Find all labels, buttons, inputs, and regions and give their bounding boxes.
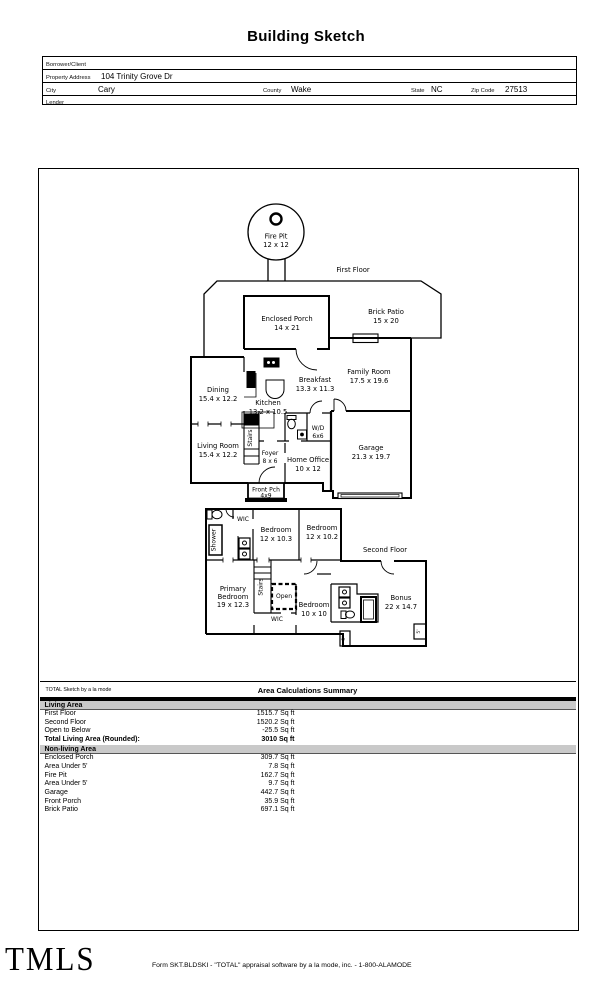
property-address-value: 104 Trinity Grove Dr: [101, 71, 173, 81]
header-form: [42, 56, 577, 105]
room-label-bedroom-2: Bedroom: [306, 524, 338, 532]
room-label-foyer: Foyer: [261, 450, 279, 457]
room-label-shower: Shower: [210, 528, 218, 552]
svg-text:17.5 x 19.6: 17.5 x 19.6: [349, 377, 389, 385]
firepit-walkway: [268, 259, 285, 282]
room-label-bedroom-1: Bedroom: [260, 526, 292, 534]
svg-text:6x6: 6x6: [312, 433, 324, 440]
city-label: City: [46, 87, 56, 94]
door-arc: [381, 561, 394, 574]
sketch-box: [38, 168, 579, 931]
room-label-stairs-1: Stairs: [247, 429, 254, 447]
svg-text:19 x 12.3: 19 x 12.3: [216, 601, 250, 609]
room-label-fire-pit: Fire Pit: [264, 232, 288, 241]
cooktop-icon: [264, 358, 279, 367]
toilet-icon: [207, 510, 222, 519]
svg-text:15 x 20: 15 x 20: [373, 317, 399, 325]
property-address-label: Property Address: [46, 74, 91, 81]
toilet-icon: [287, 416, 296, 429]
room-label-family-room: Family Room: [347, 368, 391, 376]
room-label-bedroom-3: Bedroom: [298, 601, 330, 609]
sketch-credit: TOTAL Sketch by a la mode: [45, 687, 112, 693]
room-label-brick-patio: Brick Patio: [368, 308, 404, 316]
room-label-wic-lower: WIC: [271, 616, 283, 623]
room-label-home-office: Home Office: [286, 456, 330, 464]
property-address-row: [43, 70, 576, 83]
svg-text:15.4 x 12.2: 15.4 x 12.2: [198, 451, 238, 459]
area-row: First Floor 1515.7 Sq ft: [44, 710, 295, 717]
area-row: Second Floor 1520.2 Sq ft: [44, 718, 295, 726]
svg-text:8 x 6: 8 x 6: [262, 458, 278, 465]
room-label-garage: Garage: [358, 444, 384, 452]
svg-text:4x9: 4x9: [260, 492, 272, 500]
second-floor-title: Second Floor: [362, 546, 408, 554]
door-arc: [296, 349, 317, 370]
nonliving-area-header: Non-living Area: [40, 745, 576, 755]
room-label-dining: Dining: [207, 386, 229, 394]
svg-text:21.3 x 19.7: 21.3 x 19.7: [351, 453, 391, 461]
room-label-kitchen: Kitchen: [255, 399, 281, 407]
room-label-front-porch: Front Pch: [252, 486, 280, 494]
under5-label: 5': [342, 636, 347, 641]
room-label-wic-upper: WIC: [237, 516, 249, 523]
room-label-primary-bedroom: Primary: [219, 585, 247, 593]
sink-icon: [298, 430, 307, 439]
zip-value: 27513: [505, 84, 528, 94]
svg-text:13.3 x 11.3: 13.3 x 11.3: [295, 385, 335, 393]
state-label: State: [411, 87, 425, 94]
living-area-header: Living Area: [40, 701, 576, 711]
svg-text:22 x 14.7: 22 x 14.7: [384, 603, 418, 611]
door-arc: [310, 401, 322, 413]
room-label-bonus: Bonus: [390, 594, 412, 602]
city-county-row: [43, 83, 576, 96]
area-row: Brick Patio 697.1 Sq ft: [44, 806, 295, 814]
svg-text:12 x 12: 12 x 12: [263, 241, 289, 249]
borrower-label: Borrower/Client: [46, 61, 86, 68]
area-row: Open to Below -25.5 Sq ft: [44, 727, 295, 735]
door-arc: [304, 561, 317, 574]
sink-icon: [239, 538, 250, 559]
room-label-living-room: Living Room: [197, 442, 239, 450]
under5-label: 5': [417, 629, 422, 634]
area-row: Front Porch 35.9 Sq ft: [44, 797, 295, 805]
svg-text:13.2 x 10.5: 13.2 x 10.5: [248, 408, 288, 416]
lender-label: Lender: [46, 100, 65, 106]
svg-text:12 x 10.3: 12 x 10.3: [259, 535, 293, 543]
sink-icon: [339, 587, 350, 608]
county-label: County: [263, 87, 282, 94]
area-row: Area Under 5' 7.8 Sq ft: [44, 762, 295, 770]
tmls-logo: TMLS: [5, 940, 96, 978]
room-label-breakfast: Breakfast: [298, 376, 332, 384]
toilet-icon: [341, 611, 355, 619]
kitchen-sink-icon: [266, 380, 284, 399]
area-calculations-summary: [40, 681, 576, 815]
bathtub-icon: [361, 597, 376, 622]
form-footer-text: Form SKT.BLDSKI - "TOTAL" appraisal software by a la mode, inc. - 1-800-ALAMODE: [152, 962, 412, 969]
area-row: Garage 442.7 Sq ft: [44, 789, 295, 796]
county-value: Wake: [291, 84, 312, 94]
svg-text:Bedroom: Bedroom: [217, 593, 249, 601]
total-living-area-row: Total Living Area (Rounded): 3010 Sq ft: [44, 736, 295, 744]
floorplan-labels: [197, 233, 422, 641]
room-label-enclosed-porch: Enclosed Porch: [261, 315, 313, 323]
brick-patio-outline: [204, 281, 441, 357]
door-arc: [334, 399, 346, 411]
borrower-row: [43, 57, 576, 70]
svg-text:10 x 12: 10 x 12: [295, 465, 321, 473]
first-floor-title: First Floor: [336, 266, 370, 274]
svg-text:15.4 x 12.2: 15.4 x 12.2: [198, 395, 238, 403]
page-title: Building Sketch: [247, 28, 365, 45]
area-row: Fire Pit 162.7 Sq ft: [44, 771, 295, 779]
area-row: Area Under 5' 9.7 Sq ft: [44, 780, 295, 788]
oven-icon: [247, 372, 255, 388]
room-label-wd: W/D: [311, 425, 325, 432]
city-value: Cary: [98, 84, 115, 94]
state-value: NC: [431, 84, 443, 94]
garage-door: [338, 493, 402, 499]
room-label-stairs-2: Stairs: [257, 578, 265, 596]
svg-text:10 x 10: 10 x 10: [301, 610, 327, 618]
summary-title: Area Calculations Summary: [257, 686, 358, 695]
door-arc: [259, 467, 275, 483]
lender-row: [43, 96, 576, 108]
bathroom-walls: [331, 584, 378, 622]
room-label-open: Open: [275, 593, 293, 600]
svg-text:12 x 10.2: 12 x 10.2: [305, 533, 339, 541]
zip-label: Zip Code: [471, 87, 495, 94]
area-row: Enclosed Porch 309.7 Sq ft: [44, 754, 295, 762]
svg-text:14 x 21: 14 x 21: [274, 324, 300, 332]
